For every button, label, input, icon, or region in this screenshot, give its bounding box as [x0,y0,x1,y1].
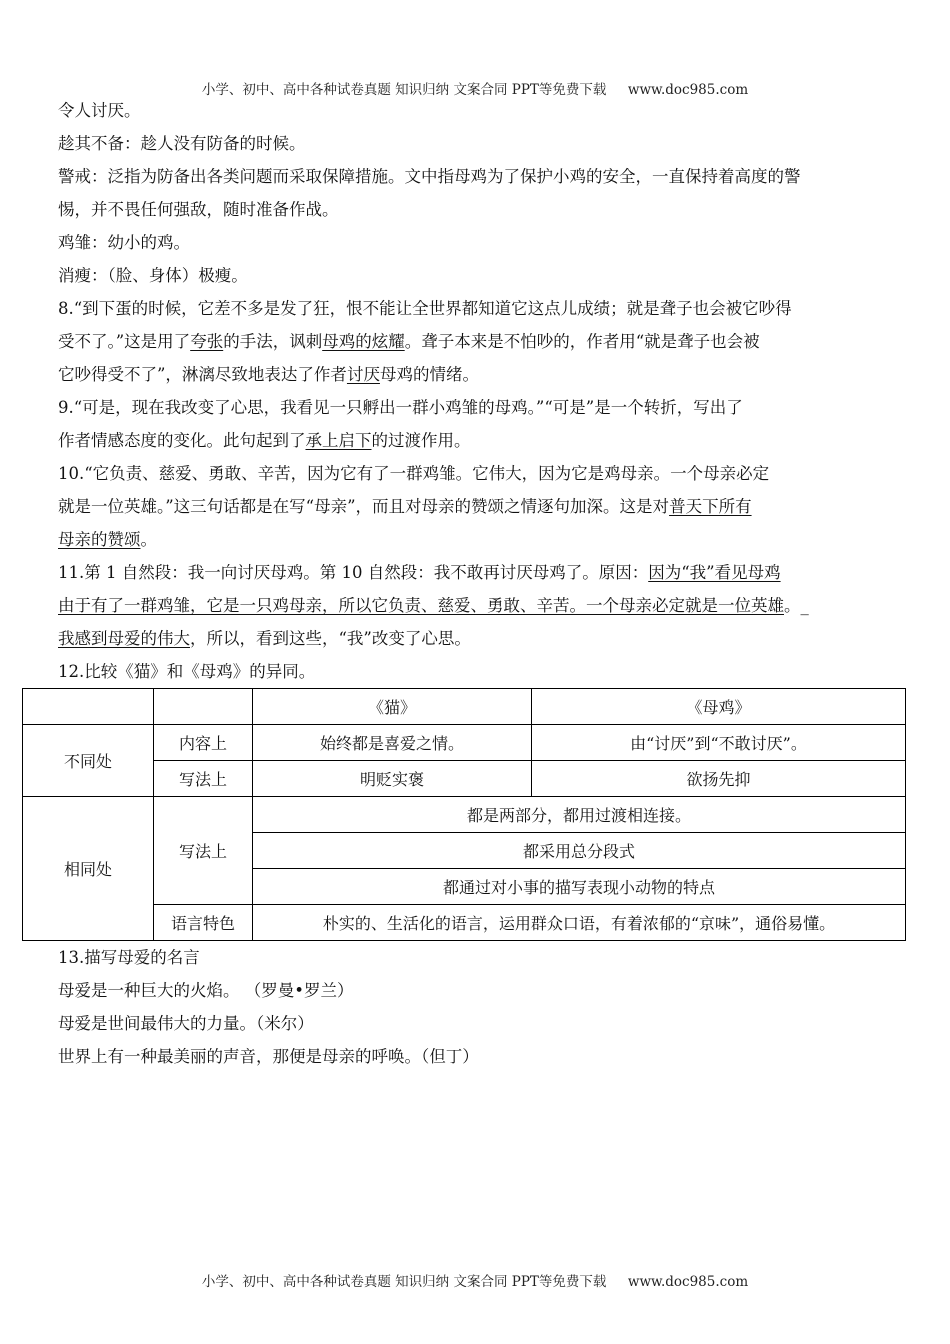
diff-label: 不同处 [23,725,154,797]
q8-answer-1: 夸张 [190,332,224,351]
same-item-2: 都采用总分段式 [253,833,906,869]
header-text: 小学、初中、高中各种试卷真题 知识归纳 文案合同 PPT等免费下载 [201,82,607,98]
content-label: 内容上 [154,725,253,761]
q8-text: 受不了。”这是用了 [58,332,191,351]
q8-answer-2: 母鸡的炫耀 [322,332,405,351]
q11-answer-1: 因为“我”看见母鸡 [648,563,781,582]
quote-3: 世界上有一种最美丽的声音，那便是母亲的呼唤。（但丁） [58,1047,479,1066]
q11-line-1 [58,556,896,589]
vocab-jichu: 鸡雏：幼小的鸡。 [58,233,190,252]
lang-feature: 朴实的、生活化的语言，运用群众口语，有着浓郁的“京味”，通俗易懂。 [253,905,906,941]
q8-line-2 [58,325,896,358]
writing-label: 写法上 [154,761,253,797]
header-site: www.doc985.com [627,82,749,98]
table-row [23,725,906,761]
q11-text: 。 [784,596,801,615]
q8-text: 它吵得受不了”，淋漓尽致地表达了作者 [58,365,347,384]
vocab-chenqibubei: 趁其不备：趁人没有防备的时候。 [58,134,306,153]
q13-title: 13.描写母爱的名言 [58,948,200,967]
quote-1: 母爱是一种巨大的火焰。 （罗曼•罗兰） [58,981,354,1000]
writing-label-same: 写法上 [154,797,253,905]
q10-line-1: 10.“它负责、慈爱、勇敢、辛苦，因为它有了一群鸡雏。它伟大，因为它是鸡母亲。一个母亲必定 [58,464,770,483]
vocab-xiaoshou: 消瘦：（脸、身体）极瘦。 [58,266,248,285]
q9-answer: 承上启下 [305,431,372,450]
q11-answer-3: 我感到母爱的伟大 [58,629,190,648]
cat-writing: 明贬实褒 [253,761,532,797]
q11-text: ，所以，看到这些，“我”改变了心思。 [190,629,471,648]
table-row [23,761,906,797]
q8-line-1: 8.“到下蛋的时候，它差不多是发了狂，恨不能让全世界都知道它这点儿成绩；就是聋子也会被它吵得 [58,299,792,318]
header-hen: 《母鸡》 [532,689,906,725]
same-item-3: 都通过对小事的描写表现小动物的特点 [253,869,906,905]
q11-blank: _ [800,596,809,615]
document-body [58,94,896,1073]
same-item-1: 都是两部分，都用过渡相连接。 [253,797,906,833]
q9-text: 的过渡作用。 [371,431,471,450]
footer-site: www.doc985.com [627,1274,749,1290]
q10-text: 。 [140,530,157,549]
same-label: 相同处 [23,797,154,941]
header-cat: 《猫》 [253,689,532,725]
page-footer [0,1270,950,1290]
lang-label: 语言特色 [154,905,253,941]
q8-answer-3: 讨厌 [346,365,380,384]
q11-answer-2: 由于有了一群鸡雏，它是一只鸡母亲，所以它负责、慈爱、勇敢、辛苦。一个母亲必定就是一位英雄 [58,596,784,615]
q8-text: 母鸡的情绪。 [379,365,479,384]
quote-2: 母爱是世间最伟大的力量。（米尔） [58,1014,314,1033]
q8-text: 。聋子本来是不怕吵的，作者用“就是聋子也会被 [404,332,760,351]
q11-text: 11.第 1 自然段：我一向讨厌母鸡。第 10 自然段：我不敢再讨厌母鸡了。原因： [58,563,649,582]
table-cell-empty [23,689,154,725]
q12-title: 12.比较《猫》和《母鸡》的异同。 [58,662,316,681]
q10-answer-2: 母亲的赞颂 [58,530,141,549]
q9-line-2 [58,424,896,457]
q10-answer-1: 普天下所有 [669,497,752,516]
table-row [23,689,906,725]
hen-content: 由“讨厌”到“不敢讨厌”。 [532,725,906,761]
q10-line-3 [58,523,896,556]
q9-line-1: 9.“可是，现在我改变了心思，我看见一只孵出一群小鸡雏的母鸡。”“可是”是一个转折，写出了 [58,398,743,417]
line-tail: 令人讨厌。 [58,101,141,120]
q9-text: 作者情感态度的变化。此句起到了 [58,431,306,450]
table-cell-empty [154,689,253,725]
table-row [23,905,906,941]
q11-line-2 [58,589,896,622]
q11-line-3 [58,622,896,655]
cat-content: 始终都是喜爱之情。 [253,725,532,761]
q10-text: 就是一位英雄。”这三句话都是在写“母亲”，而且对母亲的赞颂之情逐句加深。这是对 [58,497,670,516]
q10-line-2 [58,490,896,523]
q8-text: 的手法，讽刺 [223,332,323,351]
hen-writing: 欲扬先抑 [532,761,906,797]
vocab-jingjie-2: 惕，并不畏任何强敌，随时准备作战。 [58,200,339,219]
footer-text: 小学、初中、高中各种试卷真题 知识归纳 文案合同 PPT等免费下载 [201,1274,607,1290]
vocab-jingjie-1: 警戒：泛指为防备出各类问题而采取保障措施。文中指母鸡为了保护小鸡的安全，一直保持着高度的警 [58,167,801,186]
q8-line-3 [58,358,896,391]
table-row [23,797,906,833]
comparison-table [22,688,906,941]
